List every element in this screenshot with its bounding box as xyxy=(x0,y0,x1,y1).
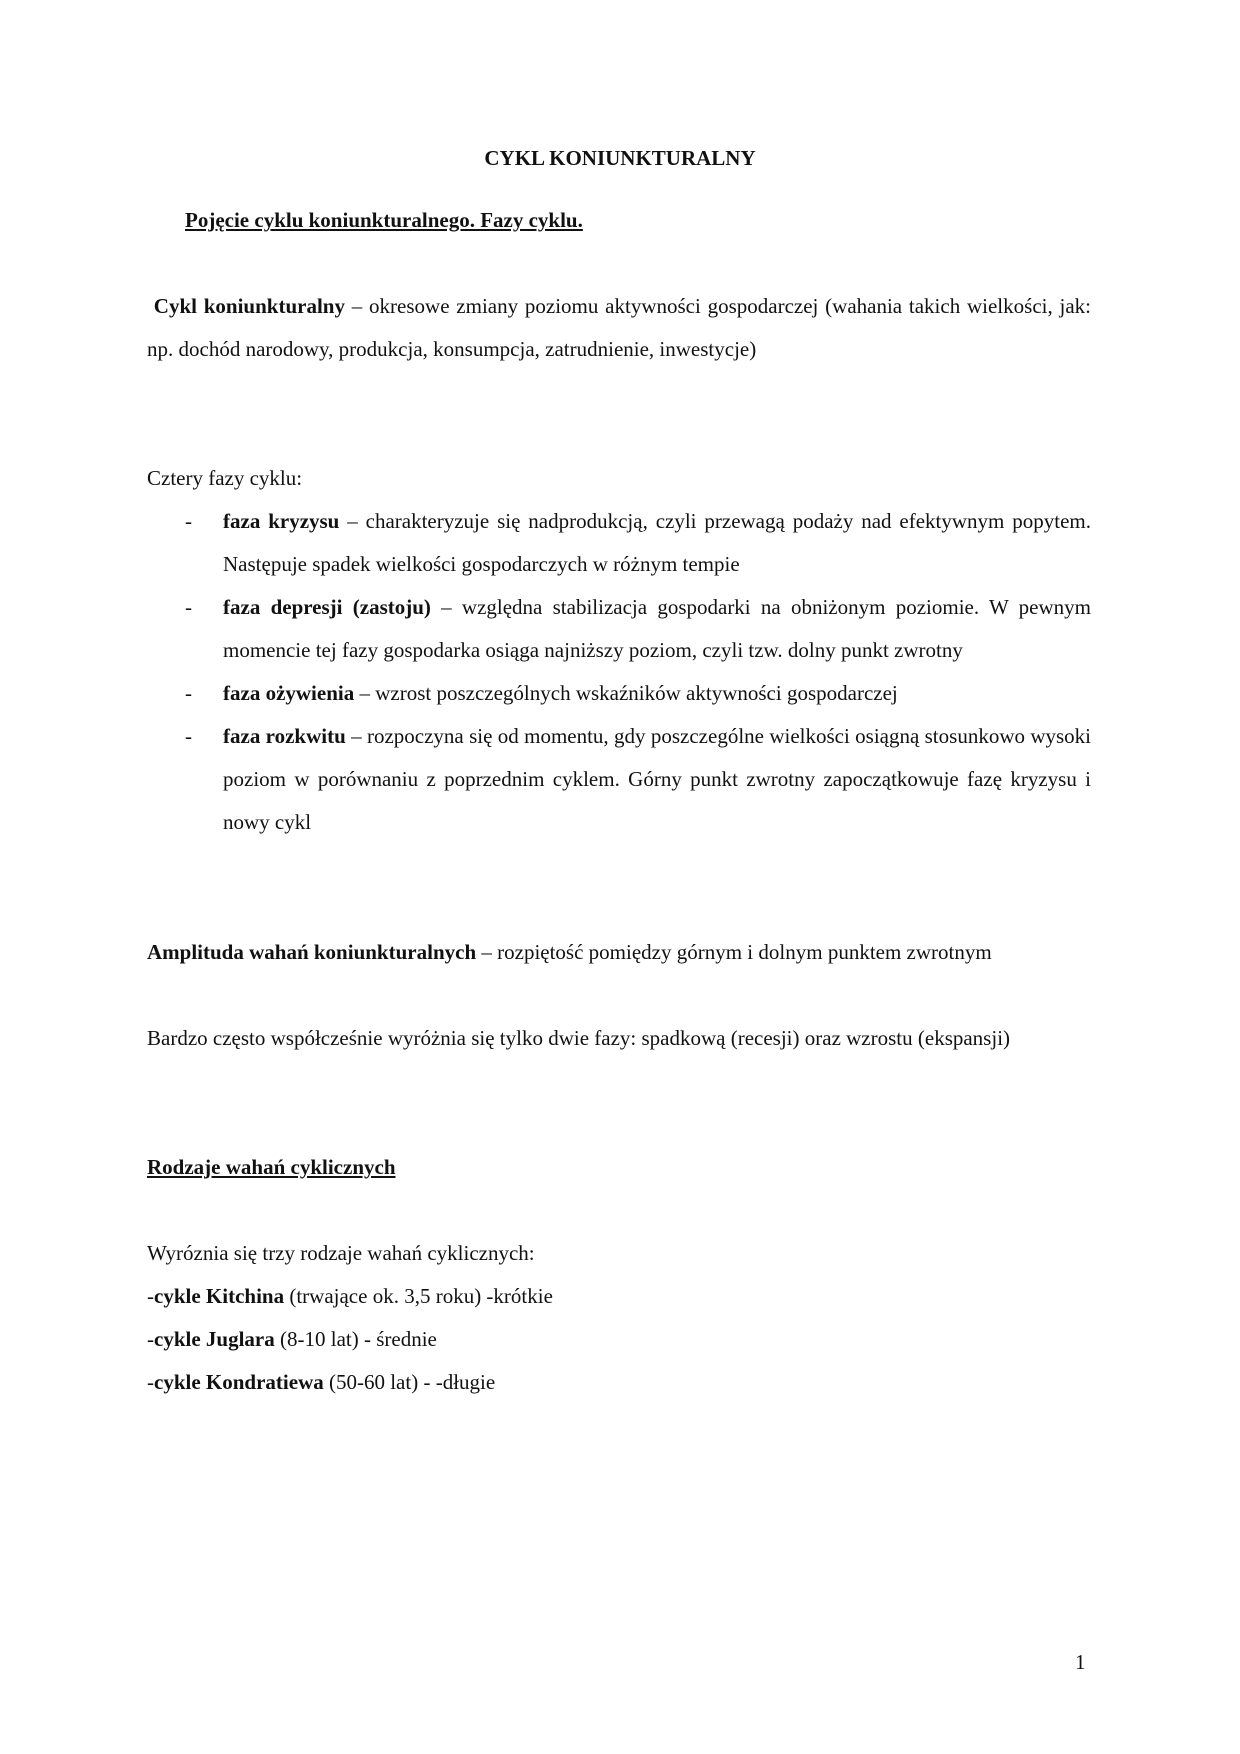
phase-text: – rozpoczyna się od momentu, gdy poszczególne wielkości osiągną stosunkowo wysoki poziom w porównaniu z poprzednim cyklem. Górny punkt zwrotny zapoczątkowuje fazę kryzysu i nowy cykl xyxy=(223,724,1091,834)
phase-text: – wzrost poszczególnych wskaźników aktywności gospodarczej xyxy=(354,681,898,705)
definition-paragraph xyxy=(147,285,1091,371)
definition-text: – okresowe zmiany poziomu aktywności gospodarczej (wahania takich wielkości, jak: np. dochód narodowy, produkcja, konsumpcja, zatrudnienie, inwestycje) xyxy=(147,294,1091,361)
phase-term: faza ożywienia xyxy=(223,681,355,705)
page-number: 1 xyxy=(1075,1650,1086,1674)
item-prefix: - xyxy=(147,1327,154,1351)
type-term: cykle Juglara xyxy=(154,1327,275,1351)
section-heading-concept: Pojęcie cyklu koniunkturalnego. Fazy cyklu. xyxy=(185,208,583,232)
amplitude-paragraph xyxy=(147,931,1091,974)
type-term: cykle Kondratiewa xyxy=(154,1370,324,1394)
types-list xyxy=(147,1275,1091,1404)
section-heading-types: Rodzaje wahań cyklicznych xyxy=(147,1155,396,1179)
type-text: (8-10 lat) - średnie xyxy=(274,1327,437,1351)
types-intro: Wyróznia się trzy rodzaje wahań cyklicznych: xyxy=(147,1241,535,1265)
document-title: CYKL KONIUNKTURALNY xyxy=(484,146,756,170)
bullet-dash: - xyxy=(185,509,192,533)
list-item xyxy=(147,500,1091,586)
phases-list xyxy=(147,500,1091,844)
phase-text: – charakteryzuje się nadprodukcją, czyli przewagą podaży nad efektywnym popytem. Następuje spadek wielkości gospodarczych w różnym tempie xyxy=(223,509,1091,576)
list-item xyxy=(147,715,1091,844)
phase-term: faza rozkwitu xyxy=(223,724,346,748)
phase-term: faza depresji (zastoju) xyxy=(223,595,431,619)
definition-term: Cykl koniunkturalny xyxy=(153,294,345,318)
list-item xyxy=(147,672,1091,715)
item-prefix: - xyxy=(147,1370,154,1394)
bullet-dash: - xyxy=(185,724,192,748)
list-item xyxy=(147,1318,1091,1361)
item-prefix: - xyxy=(147,1284,154,1308)
phase-term: faza kryzysu xyxy=(223,509,340,533)
type-term: cykle Kitchina xyxy=(154,1284,285,1308)
list-item xyxy=(147,1361,1091,1404)
type-text: (trwające ok. 3,5 roku) -krótkie xyxy=(284,1284,553,1308)
bullet-dash: - xyxy=(185,595,192,619)
amplitude-term: Amplituda wahań koniunkturalnych xyxy=(147,940,477,964)
list-item xyxy=(147,1275,1091,1318)
amplitude-text: – rozpiętość pomiędzy górnym i dolnym punktem zwrotnym xyxy=(476,940,992,964)
bullet-dash: - xyxy=(185,681,192,705)
phases-intro: Cztery fazy cyklu: xyxy=(147,466,303,490)
two-phases-paragraph: Bardzo często współcześnie wyróżnia się tylko dwie fazy: spadkową (recesji) oraz wzrostu (ekspansji) xyxy=(147,1026,1011,1050)
type-text: (50-60 lat) - -długie xyxy=(323,1370,496,1394)
list-item xyxy=(147,586,1091,672)
phase-text: – względna stabilizacja gospodarki na obniżonym poziomie. W pewnym momencie tej fazy gospodarka osiąga najniższy poziom, czyli tzw. dolny punkt zwrotny xyxy=(223,595,1091,662)
